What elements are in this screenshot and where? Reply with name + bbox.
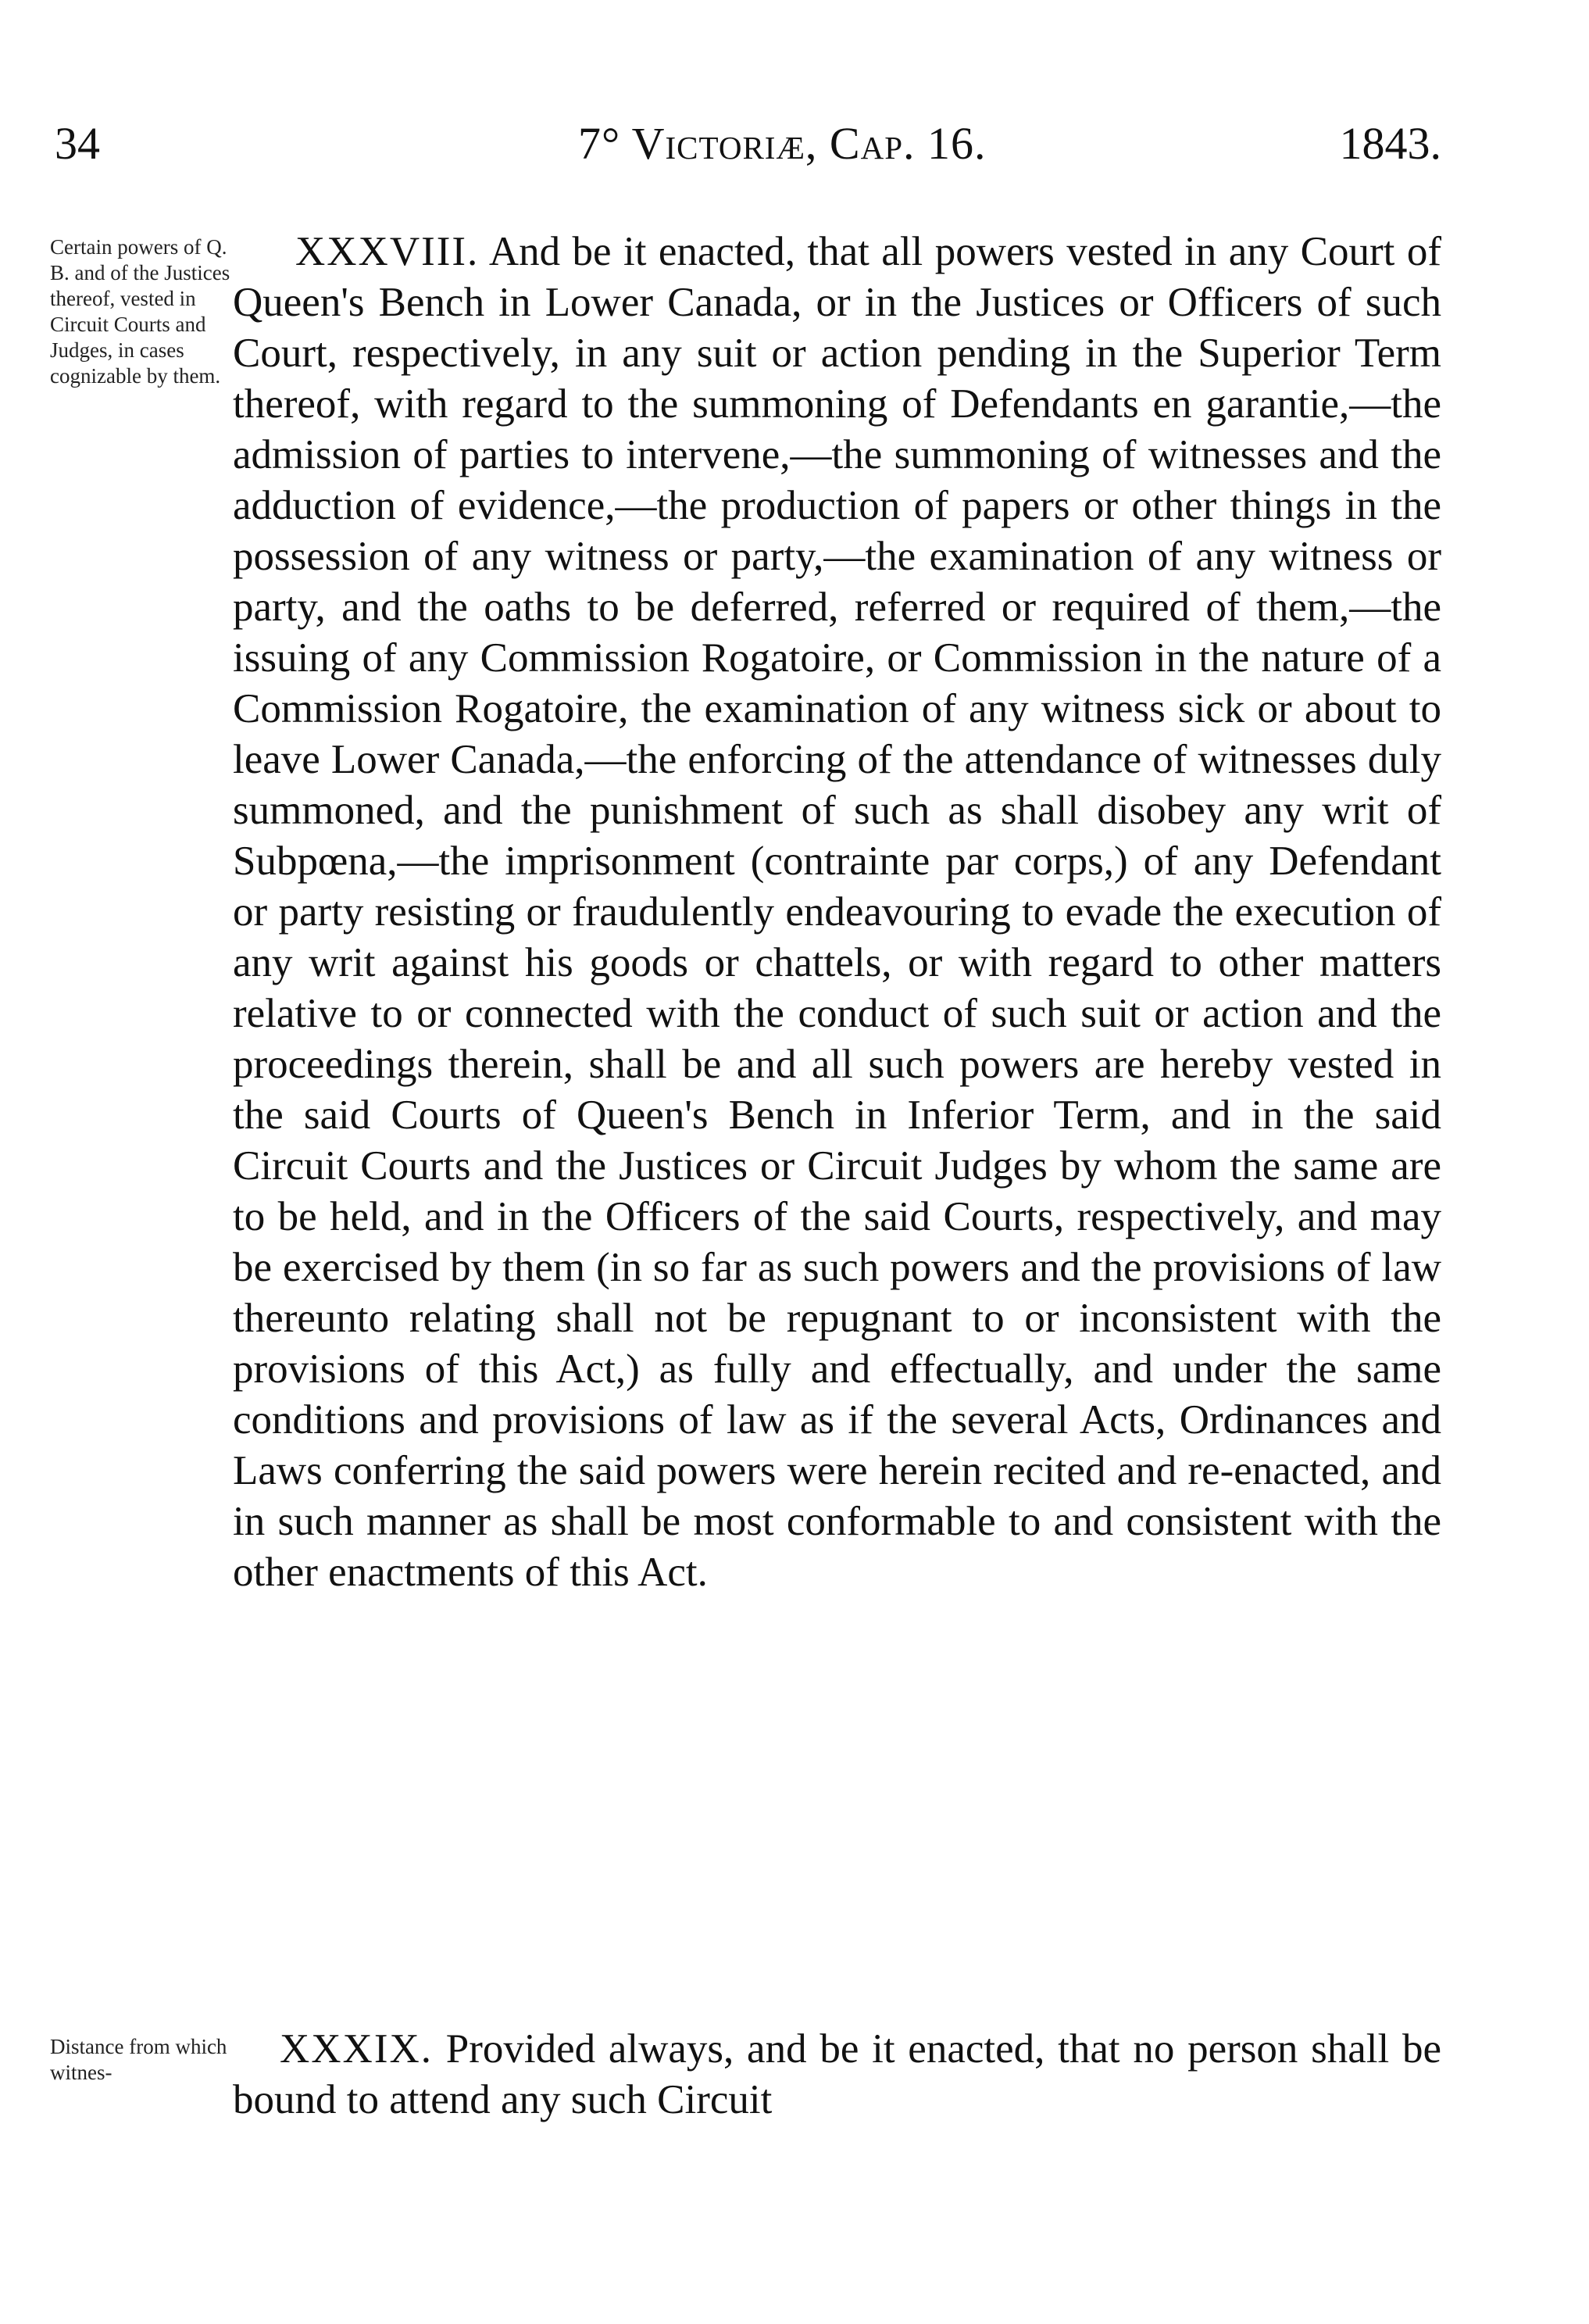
page-number: 34 [55, 118, 100, 169]
margin-note-section-38: Certain powers of Q. B. and of the Justices thereof, vested in Circuit Courts and Judges, in cases cognizable by them. [50, 235, 230, 388]
section-38 [233, 227, 1441, 1598]
running-title: 7° Victoriæ, Cap. 16. [578, 118, 987, 169]
section-38-text: And be it enacted, that all powers vested in any Court of Queen's Bench in Lower Canada, or in the Justices or Officers of such Court, respectively, in any suit or action pending in the Superior Term thereof, with regard to the summoning of Defendants en garantie,—the admission of parties to intervene,—the summoning of witnesses and the adduction of evidence,—the production of papers or other things in the possession of any witness or party,—the examination of any witness or party, and the oaths to be deferred, referred or required of them,—the issuing of any Commission Rogatoire, or Commission in the nature of a Commission Rogatoire, the examination of any witness sick or about to leave Lower Canada,—the enforcing of the attendance of witnesses duly summoned, and the punishment of such as shall disobey any writ of Subpœna,—the imprisonment (contrainte par corps,) of any Defendant or party resisting or fraudulently endeavouring to evade the execution of any writ against his goods or chattels, or with regard to other matters relative to or connected with the conduct of such suit or action and the proceedings therein, shall be and all such powers are hereby vested in the said Courts of Queen's Bench in Inferior Term, and in the said Circuit Courts and the Justices or Circuit Judges by whom the same are to be held, and in the Officers of the said Courts, respectively, and may be exercised by them (in so far as such powers and the provisions of law thereunto relating shall not be repugnant to or inconsistent with the provisions of this Act,) as fully and effectually, and under the same conditions and provisions of law as if the several Acts, Ordinances and Laws conferring the said powers were herein recited and re-enacted, and in such manner as shall be most conformable to and consistent with the other enactments of this Act. [233, 229, 1441, 1595]
section-39-text: Provided always, and be it enacted, that no person shall be bound to attend any such Circuit [233, 2026, 1441, 2122]
margin-note-section-39: Distance from which witnes- [50, 2035, 227, 2084]
section-38-number: XXXVIII. [295, 229, 480, 274]
section-39-paragraph [233, 2024, 1441, 2126]
running-header [55, 117, 1441, 180]
section-39-number: XXXIX. [280, 2026, 433, 2072]
section-39 [233, 2024, 1441, 2126]
year: 1843. [1339, 118, 1441, 169]
section-38-paragraph [233, 227, 1441, 1598]
